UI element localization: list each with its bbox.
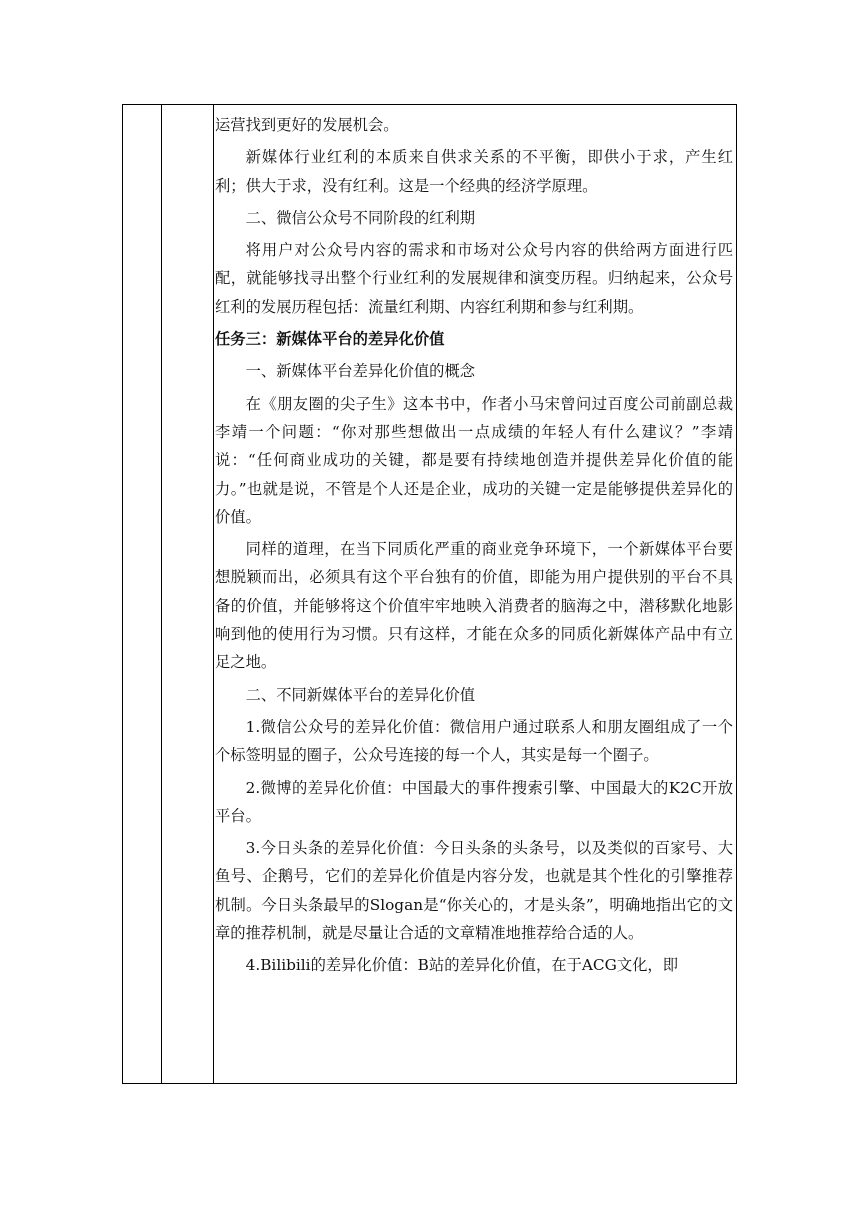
list-item-bilibili: 4.Bilibili的差异化价值：B站的差异化价值，在于ACG文化，即 xyxy=(245,956,679,975)
heading-differentiation-concept: 一、新媒体平台差异化价值的概念 xyxy=(245,362,476,381)
paragraph-dividend-essence: 新媒体行业红利的本质来自供求关系的不平衡，即供小于求，产生红利；供大于求，没有红利。这是一个经典的经济学原理。 xyxy=(215,148,733,195)
list-item-wechat: 1.微信公众号的差异化价值：微信用户通过联系人和朋友圈组成了一个个标签明显的圈子，公众号连接的每一个人，其实是每一个圈子。 xyxy=(215,717,733,765)
paragraph-continuation: 运营找到更好的发展机会。 xyxy=(215,116,399,134)
content-table xyxy=(122,104,737,1084)
paragraph-book-quote: 在《朋友圈的尖子生》这本书中，作者小马宋曾问过百度公司前副总裁李靖一个问题：“你对那些想做出一点成绩的年轻人有什么建议？”李靖说：“任何商业成功的关键，都是要有持续地创造并提供差异化价值的能力。”也就是说，不管是个人还是企业，成功的关键一定是能够提供差异化的价值。 xyxy=(215,394,733,526)
column-divider-1 xyxy=(161,105,162,1083)
paragraph-wechat-dividend: 将用户对公众号内容的需求和市场对公众号内容的供给两方面进行匹配，就能够找寻出整个行业红利的发展规律和演变历程。归纳起来，公众号红利的发展历程包括：流量红利期、内容红利期和参与红利期。 xyxy=(215,241,733,316)
paragraph-same-principle: 同样的道理，在当下同质化严重的商业竞争环境下，一个新媒体平台要想脱颖而出，必须具有这个平台独有的价值，即能为用户提供别的平台不具备的价值，并能够将这个价值牢牢地映入消费者的脑海之中，潜移默化地影响到他的使用行为习惯。只有这样，才能在众多的同质化新媒体产品中有立足之地。 xyxy=(215,540,733,672)
task-title: 任务三：新媒体平台的差异化价值 xyxy=(215,330,445,349)
content-cell xyxy=(215,111,733,984)
heading-platform-values: 二、不同新媒体平台的差异化价值 xyxy=(245,685,476,704)
heading-wechat-dividend-stages: 二、微信公众号不同阶段的红利期 xyxy=(245,208,476,227)
column-divider-2 xyxy=(213,105,214,1083)
list-item-weibo: 2.微博的差异化价值：中国最大的事件搜索引擎、中国最大的K2C开放平台。 xyxy=(215,778,733,825)
list-item-toutiao: 3.今日头条的差异化价值：今日头条的头条号，以及类似的百家号、大鱼号、企鹅号，它们的差异化价值是内容分发，也就是其个性化的引擎推荐机制。今日头条最早的Slogan是“你关心的，才是头条”，明确地指出它的文章的推荐机制，就是尽量让合适的文章精准地推荐给合适的人。 xyxy=(215,839,733,943)
